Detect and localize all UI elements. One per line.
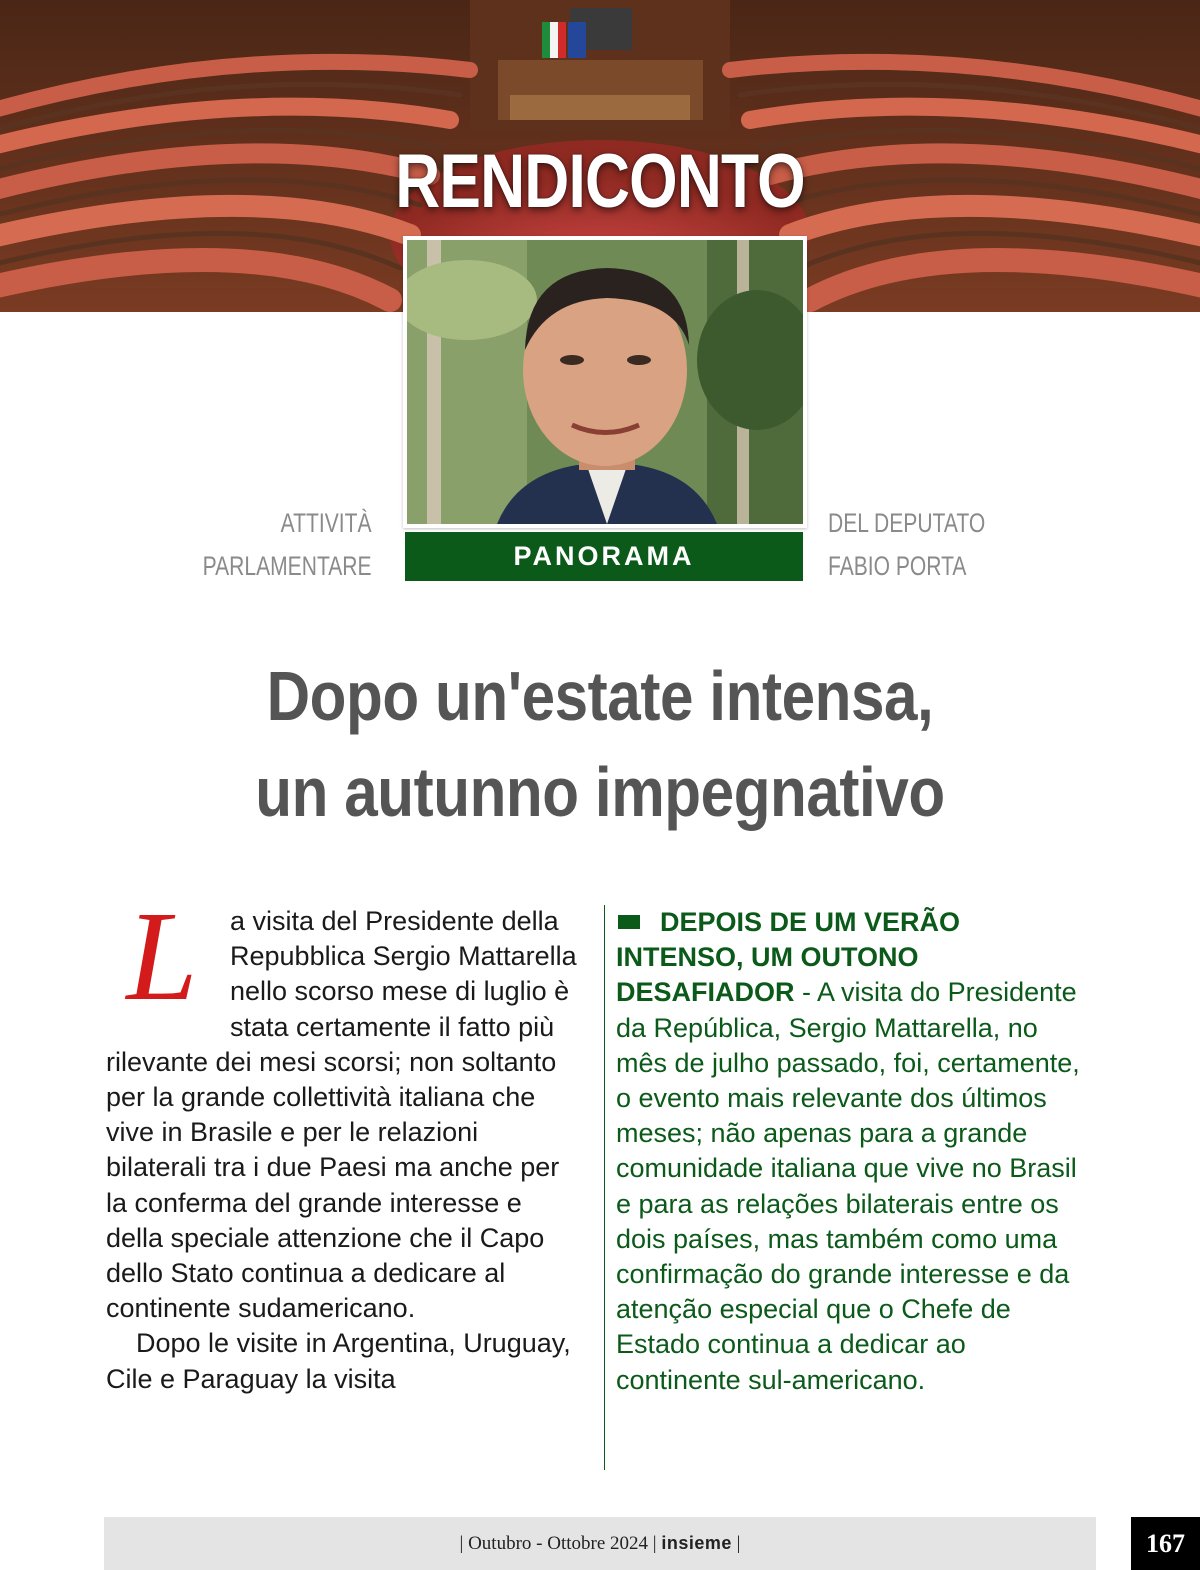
italian-paragraph-2: Dopo le visite in Argentina, Uruguay, Cile e Paraguay la visita xyxy=(106,1328,571,1394)
label-right-line2: FABIO PORTA xyxy=(828,551,967,581)
portuguese-lead: DEPOIS DE UM VERÃO INTENSO, UM OUTONO DESAFIADOR xyxy=(616,907,961,1008)
square-bullet-icon xyxy=(618,915,640,929)
italian-paragraph-1: a visita del Presidente della Repubblica Sergio Mattarella nello scorso mese di luglio è stata certamente il fatto più rilevante dei mesi scorsi; non soltanto per la grande collettività italiana che vive in Brasile e per le relazioni bilaterali tra i due Paesi ma anche per la conferma del grande interesse e della speciale attenzione che il Capo dello Stato continua a dedicare al continente sudamericano. xyxy=(106,906,577,1324)
issue-date: | Outubro - Ottobre 2024 | xyxy=(459,1533,657,1554)
label-right xyxy=(828,502,985,588)
label-left-line1: ATTIVITÀ xyxy=(281,508,372,538)
page-number: 167 xyxy=(1131,1517,1200,1570)
portrait-illustration xyxy=(407,240,803,524)
headline-line2: un autunno impegnativo xyxy=(255,753,945,831)
column-divider xyxy=(604,905,605,1470)
italian-column xyxy=(106,885,581,1397)
portuguese-column xyxy=(616,905,1086,1398)
deputy-portrait xyxy=(403,236,807,528)
magazine-brand: insieme xyxy=(661,1533,732,1553)
column-name-bar: PANORAMA xyxy=(405,532,803,581)
headline-line1: Dopo un'estate intensa, xyxy=(266,657,934,735)
section-title: RENDICONTO xyxy=(395,139,805,224)
footer-bar xyxy=(104,1517,1096,1570)
portuguese-body: - A visita do Presidente da República, Sergio Mattarella, no mês de julho passado, foi, certamente, o evento mais relevante dos últimos meses; não apenas para a grande comunidade italiana que vive no Brasil e para as relações bilaterais entre os dois países, mas também como uma confirmação do grande interesse e da atenção especial que o Chefe de Estado continua a dedicar ao continente sul-americano. xyxy=(616,977,1080,1395)
label-left xyxy=(203,502,372,588)
dropcap: L xyxy=(126,885,198,1027)
article-headline xyxy=(84,648,1116,840)
label-left-line2: PARLAMENTARE xyxy=(203,551,372,581)
label-right-line1: DEL DEPUTATO xyxy=(828,508,986,538)
footer-closing-bar: | xyxy=(736,1533,741,1554)
